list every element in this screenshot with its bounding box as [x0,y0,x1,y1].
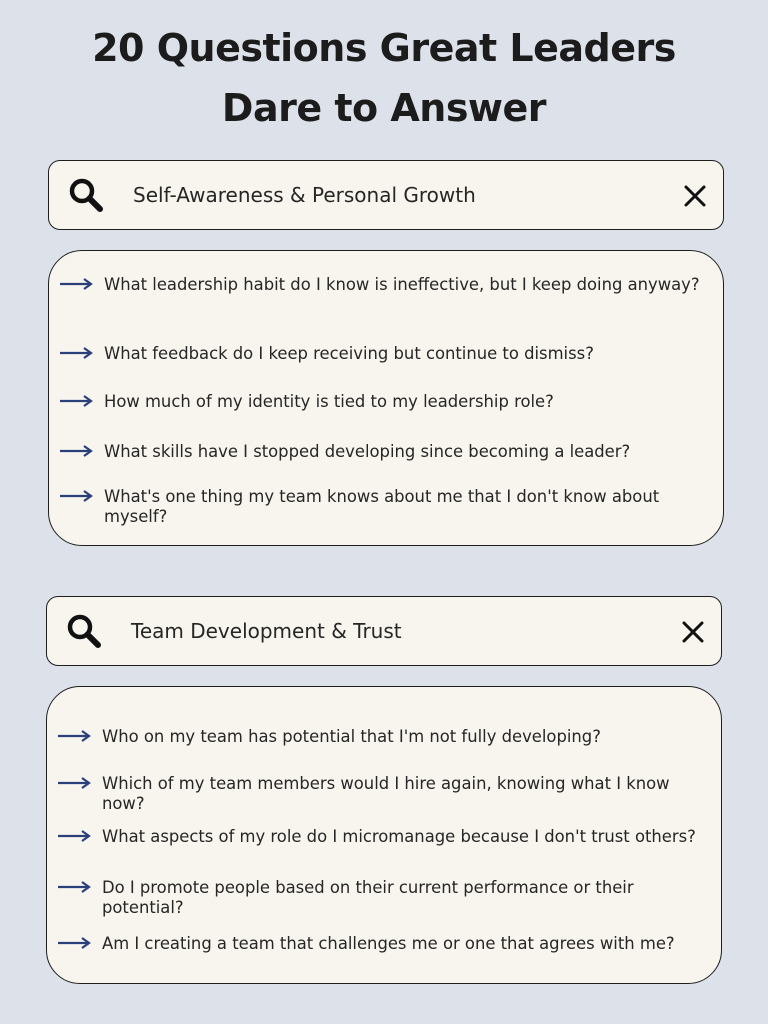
page-title [0,18,768,138]
question-text: Who on my team has potential that I'm not fully developing? [102,727,601,746]
arrow-right-icon [57,777,91,789]
close-icon[interactable] [681,620,705,644]
search-icon[interactable] [67,176,105,214]
arrow-right-icon [57,830,91,842]
arrow-right-icon [57,730,91,742]
question-text: Which of my team members would I hire again, knowing what I know now? [102,774,670,813]
question-text: Am I creating a team that challenges me or one that agrees with me? [102,934,675,953]
arrow-right-icon [57,881,91,893]
search-bar-team-development[interactable] [46,596,722,666]
search-bar-self-awareness[interactable] [48,160,724,230]
arrow-right-icon [59,395,93,407]
title-line-2: Dare to Answer [221,86,547,130]
close-icon[interactable] [683,184,707,208]
question-text: How much of my identity is tied to my leadership role? [104,392,554,411]
arrow-right-icon [59,347,93,359]
title-line-1: 20 Questions Great Leaders [92,26,676,70]
search-icon[interactable] [65,612,103,650]
questions-card-team-development [46,686,722,984]
arrow-right-icon [59,278,93,290]
question-text: What skills have I stopped developing since becoming a leader? [104,442,631,461]
question-text: What feedback do I keep receiving but continue to dismiss? [104,344,594,363]
arrow-right-icon [59,445,93,457]
question-text: What leadership habit do I know is ineffective, but I keep doing anyway? [104,275,700,294]
arrow-right-icon [59,490,93,502]
question-text: Do I promote people based on their current performance or their potential? [102,878,634,917]
questions-card-self-awareness [48,250,724,546]
search-label: Team Development & Trust [131,619,402,643]
question-text: What's one thing my team knows about me that I don't know about myself? [104,487,660,526]
arrow-right-icon [57,937,91,949]
search-label: Self-Awareness & Personal Growth [133,183,476,207]
question-text: What aspects of my role do I micromanage because I don't trust others? [102,827,696,846]
